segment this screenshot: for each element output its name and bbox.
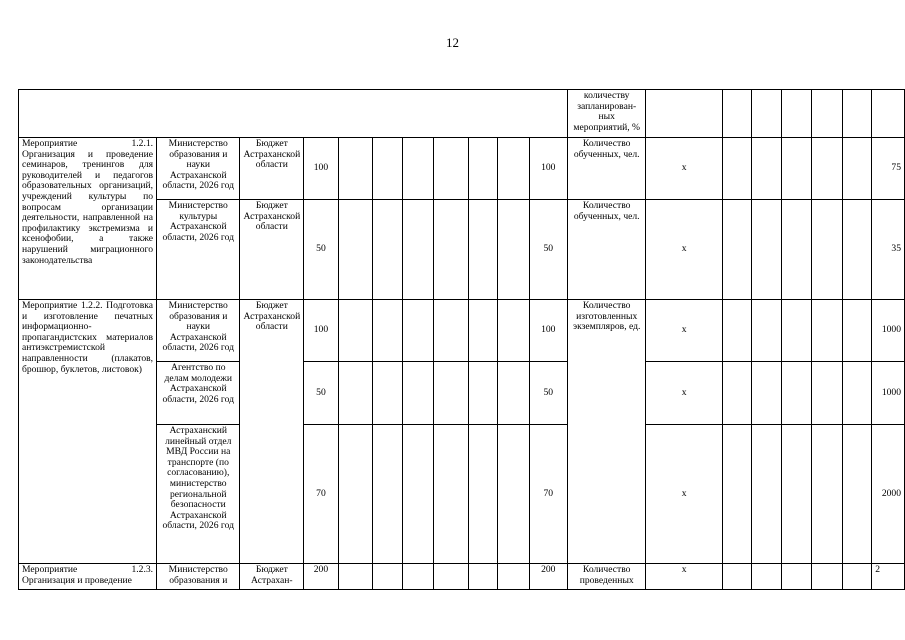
executor-cell: Агентство по делам молодежи Астраханской области, 2026 год	[157, 362, 240, 425]
funding-source-cell: Бюджет Астраханской области	[240, 300, 304, 564]
amount-cell: 100	[529, 138, 567, 200]
activity-cell: Мероприятие 1.2.2. Подготовка и изготовление печатных информационно-пропагандистских материалов антиэкстремистской направленности (плакатов, брошюр, буклетов, листовок)	[19, 300, 157, 564]
indicator-cell: Количество изготовленных экземпляров, ед.	[567, 300, 646, 564]
x-mark-cell: х	[646, 300, 722, 362]
amount-cell: 100	[529, 300, 567, 362]
program-table	[18, 89, 905, 590]
header-continuation-row	[19, 90, 905, 138]
x-mark-cell: х	[646, 200, 722, 300]
indicator-cell: Количество проведенных	[567, 564, 646, 590]
amount-cell: 100	[304, 138, 338, 200]
amount-cell: 70	[529, 425, 567, 564]
amount-cell: 50	[304, 200, 338, 300]
funding-source-cell: Бюджет Астрахан-	[240, 564, 304, 590]
indicator-header-cell: количеству запланирован-ных мероприятий, %	[567, 90, 646, 138]
target-value-cell: 2000	[872, 425, 905, 564]
target-value-cell: 2	[872, 564, 905, 590]
x-mark-cell: х	[646, 425, 722, 564]
amount-cell: 70	[304, 425, 338, 564]
amount-cell: 200	[529, 564, 567, 590]
target-value-cell: 1000	[872, 300, 905, 362]
x-mark-cell: х	[646, 362, 722, 425]
amount-cell: 50	[304, 362, 338, 425]
executor-cell: Астраханский линейный отдел МВД России на транспорте (по согласованию), министерство региональной безопасности Астраханской области, 2026 год	[157, 425, 240, 564]
x-mark-cell: х	[646, 138, 722, 200]
amount-cell: 200	[304, 564, 338, 590]
executor-cell: Министерство образования и	[157, 564, 240, 590]
activity-cell: Мероприятие 1.2.3. Организация и проведение	[19, 564, 157, 590]
indicator-cell: Количество обученных, чел.	[567, 200, 646, 300]
funding-source-cell: Бюджет Астраханской области	[240, 138, 304, 200]
funding-source-cell: Бюджет Астраханской области	[240, 200, 304, 300]
table-row	[19, 138, 905, 200]
target-value-cell: 75	[872, 138, 905, 200]
executor-cell: Министерство образования и науки Астраханской области, 2026 год	[157, 300, 240, 362]
indicator-cell: Количество обученных, чел.	[567, 138, 646, 200]
amount-cell: 50	[529, 362, 567, 425]
x-mark-cell: х	[646, 564, 722, 590]
target-value-cell: 35	[872, 200, 905, 300]
executor-cell: Министерство культуры Астраханской области, 2026 год	[157, 200, 240, 300]
executor-cell: Министерство образования и науки Астраханской области, 2026 год	[157, 138, 240, 200]
amount-cell: 50	[529, 200, 567, 300]
target-value-cell: 1000	[872, 362, 905, 425]
amount-cell: 100	[304, 300, 338, 362]
table-row	[19, 300, 905, 362]
activity-cell: Мероприятие 1.2.1. Организация и проведение семинаров, тренингов для руководителей и педагогов образовательных организаций, учреждений культуры по вопросам организации деятельности, направленной на профилактику экстремизма и ксенофобии, а также нарушений миграционного законодательства	[19, 138, 157, 300]
page-number: 12	[446, 35, 459, 50]
table-row	[19, 564, 905, 590]
